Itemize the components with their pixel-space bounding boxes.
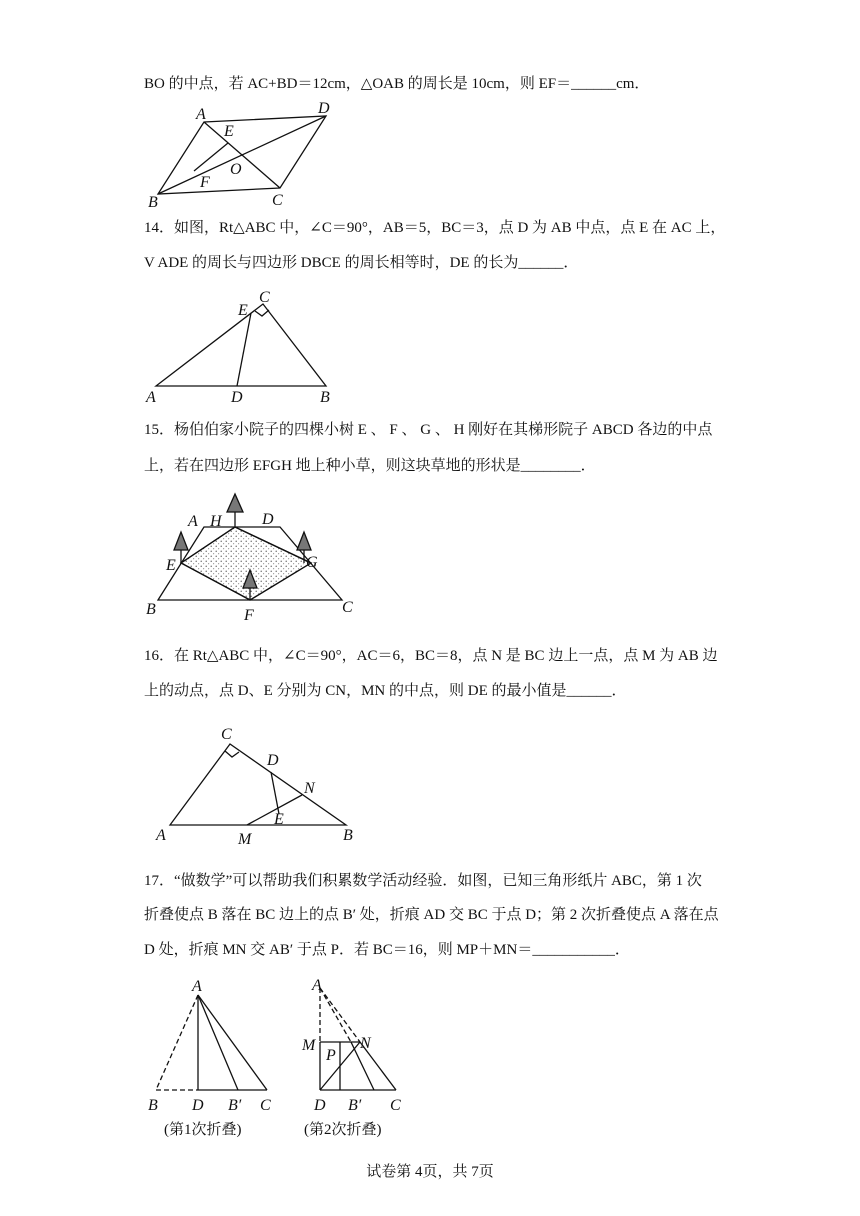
q14-label-C: C: [259, 289, 270, 306]
q15-label-A: A: [188, 513, 198, 530]
q17-text-line-2: 折叠使点 B 落在 BC 边上的点 B′ 处，折痕 AD 交 BC 于点 D；第 2 次折叠使点 A 落在点: [144, 907, 719, 923]
q17a-label-C: C: [260, 1097, 271, 1114]
q17b-label-N: N: [360, 1035, 371, 1052]
q17a-label-A: A: [192, 978, 202, 995]
q17-text-line-1: 17．“做数学”可以帮助我们积累数学活动经验．如图，已知三角形纸片 ABC，第 1 次: [144, 873, 702, 889]
q15-text-line-2: 上，若在四边形 EFGH 地上种小草，则这块草地的形状是________．: [144, 458, 596, 474]
q15-label-F: F: [244, 607, 254, 624]
q17a-label-D: D: [192, 1097, 204, 1114]
page-footer: 试卷第 4页，共 7页: [366, 1164, 494, 1180]
q13-label-E: E: [224, 123, 234, 140]
q17-first-fold-figure: [140, 976, 280, 1142]
q14-text-line-2: V ADE 的周长与四边形 DBCE 的周长相等时，DE 的长为______．: [144, 255, 579, 271]
q14-label-E: E: [238, 302, 248, 319]
q15-label-E: E: [166, 557, 176, 574]
q14-label-D: D: [231, 389, 243, 406]
q14-text-line-1: 14．如图，Rt△ABC 中，∠C＝90°，AB＝5，BC＝3，点 D 为 AB 中点，点 E 在 AC 上，: [144, 220, 726, 236]
q15-trapezoid-yard-figure: [140, 490, 370, 624]
q17b-label-D: D: [314, 1097, 326, 1114]
q17b-label-P: P: [326, 1047, 336, 1064]
q15-label-G: G: [306, 554, 318, 571]
q16-label-C: C: [221, 726, 232, 743]
q17-text-line-3: D 处，折痕 MN 交 AB′ 于点 P．若 BC＝16，则 MP＋MN＝___________．: [144, 942, 630, 958]
q14-label-B: B: [320, 389, 330, 406]
q17a-label-Bprime: B′: [228, 1097, 242, 1114]
q13-label-O: O: [230, 161, 242, 178]
q17-caption-second-fold: (第2次折叠): [304, 1122, 382, 1138]
q17b-label-C: C: [390, 1097, 401, 1114]
q17b-label-A: A: [312, 977, 322, 994]
q16-text-line-1: 16．在 Rt△ABC 中，∠C＝90°，AC＝6，BC＝8，点 N 是 BC 边上一点，点 M 为 AB 边: [144, 648, 718, 664]
q13-label-C: C: [272, 192, 283, 209]
q17b-label-M: M: [302, 1037, 316, 1054]
q16-label-B: B: [343, 827, 353, 844]
q13-parallelogram-figure: [140, 96, 340, 210]
q16-label-M: M: [238, 831, 252, 848]
q16-text-line-2: 上的动点，点 D、E 分别为 CN，MN 的中点，则 DE 的最小值是______．: [144, 683, 627, 699]
q14-right-triangle-figure: [140, 284, 350, 408]
q15-label-D: D: [262, 511, 274, 528]
q14-label-A: A: [146, 389, 156, 406]
q13-label-D: D: [318, 100, 330, 117]
q16-label-N: N: [304, 780, 315, 797]
q16-label-D: D: [267, 752, 279, 769]
q17a-label-B: B: [148, 1097, 158, 1114]
q15-label-H: H: [210, 513, 222, 530]
q15-label-C: C: [342, 599, 353, 616]
q17-second-fold-figure: [300, 976, 430, 1142]
q17-caption-first-fold: (第1次折叠): [164, 1122, 242, 1138]
q13-label-B: B: [148, 194, 158, 210]
q13-label-A: A: [196, 106, 206, 123]
q13-text-line-1: BO 的中点，若 AC+BD＝12cm，△OAB 的周长是 10cm，则 EF＝______cm．: [144, 76, 650, 92]
q16-label-E: E: [274, 811, 284, 828]
q16-label-A: A: [156, 827, 166, 844]
q15-text-line-1: 15．杨伯伯家小院子的四棵小树 E 、 F 、 G 、 H 刚好在其梯形院子 ABCD 各边的中点: [144, 422, 713, 438]
q15-label-B: B: [146, 601, 156, 618]
q17b-label-Bprime: B′: [348, 1097, 362, 1114]
q13-label-F: F: [200, 174, 210, 191]
q16-right-triangle-figure: [150, 722, 370, 848]
